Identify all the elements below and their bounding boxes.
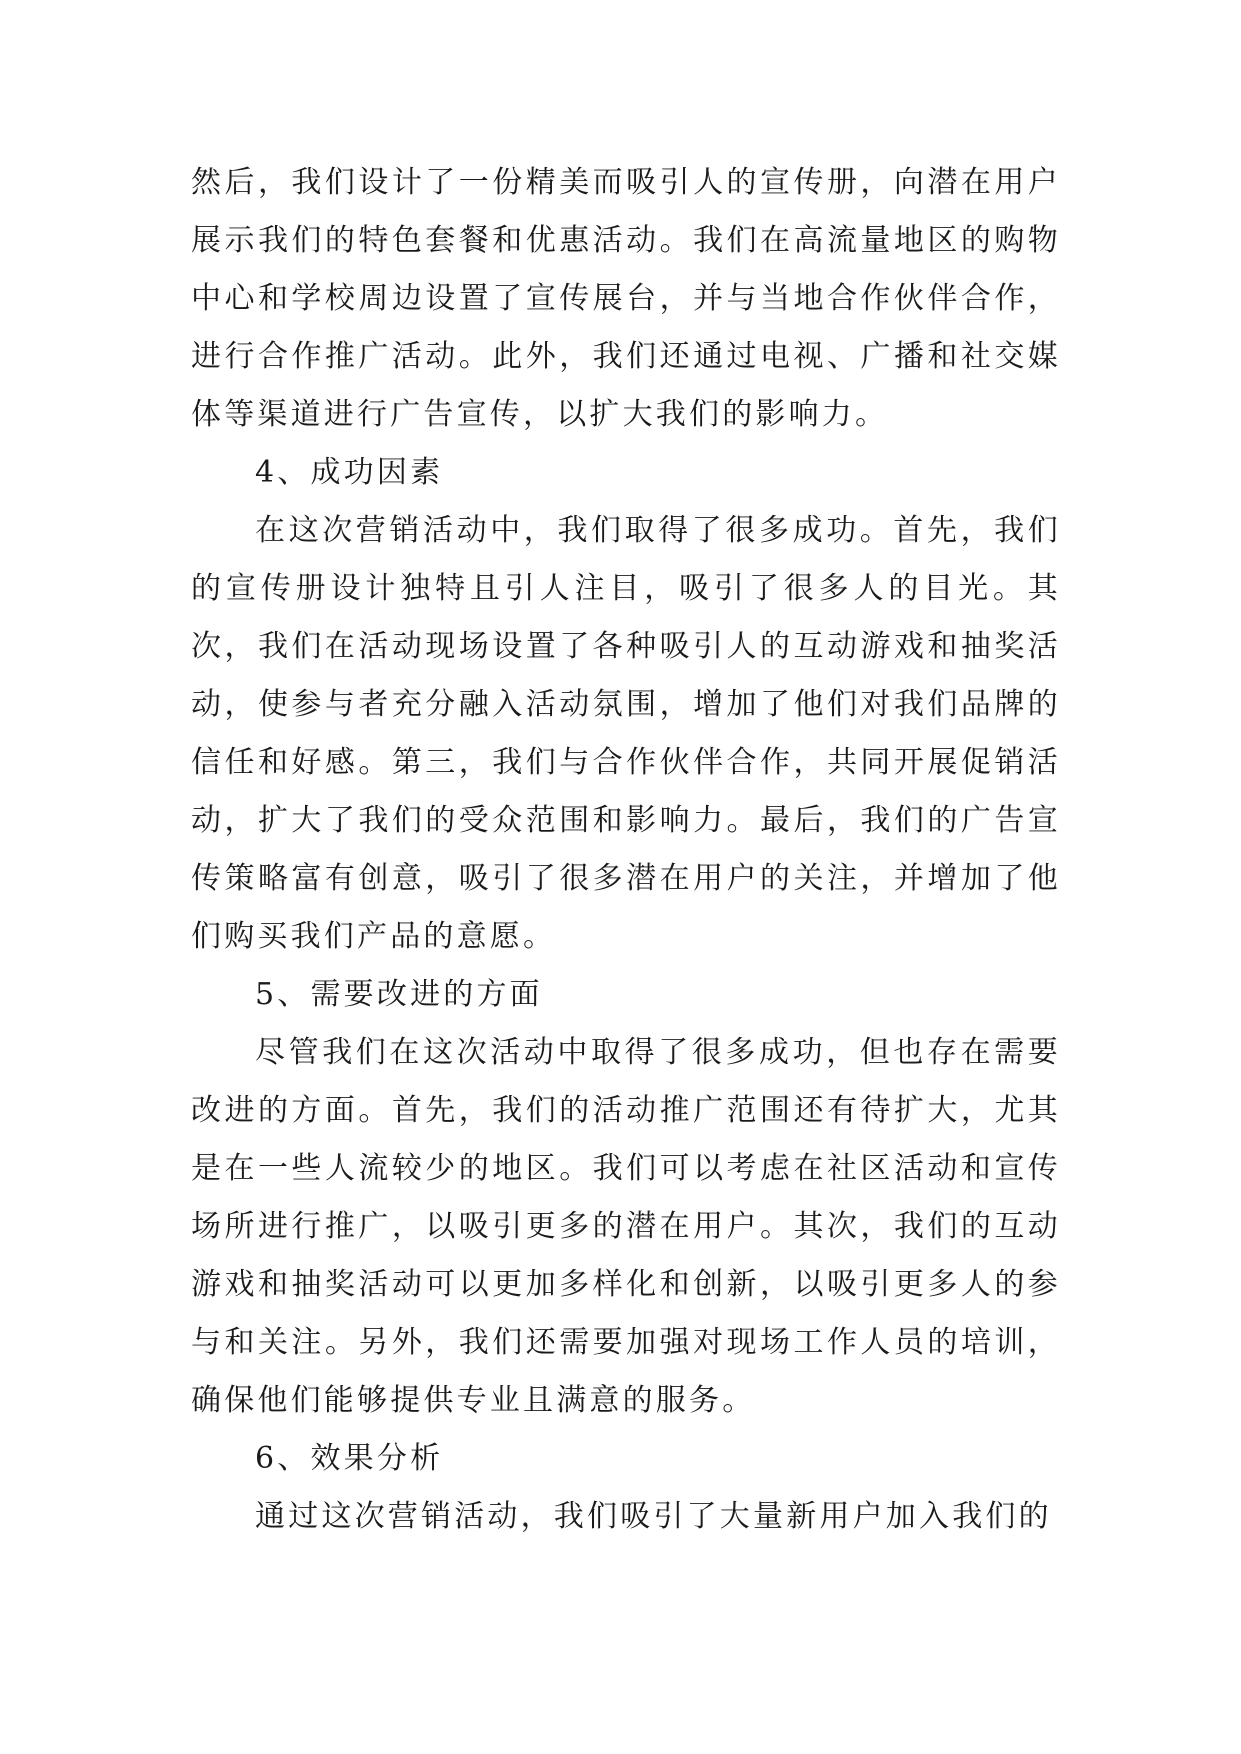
paragraph-improvements: 尽管我们在这次活动中取得了很多成功，但也存在需要改进的方面。首先，我们的活动推广范围还有待扩大，尤其是在一些人流较少的地区。我们可以考虑在社区活动和宣传场所进行推广，以吸引更多的潜在用户。其次，我们的互动游戏和抽奖活动可以更加多样化和创新，以吸引更多人的参与和关注。另外，我们还需要加强对现场工作人员的培训，确保他们能够提供专业且满意的服务。	[191, 1035, 1061, 1418]
paragraph-effect-analysis: 通过这次营销活动，我们吸引了大量新用户加入我们的	[255, 1499, 1052, 1534]
paragraph-promotion-methods: 然后，我们设计了一份精美而吸引人的宣传册，向潜在用户展示我们的特色套餐和优惠活动。我们在高流量地区的购物中心和学校周边设置了宣传展台，并与当地合作伙伴合作，进行合作推广活动。此外，我们还通过电视、广播和社交媒体等渠道进行广告宣传，以扩大我们的影响力。	[191, 165, 1061, 432]
section-heading-improvements: 5、需要改进的方面	[255, 977, 543, 1012]
section-heading-success-factors: 4、成功因素	[255, 455, 444, 490]
document-body	[191, 154, 1061, 1546]
paragraph-success-factors: 在这次营销活动中，我们取得了很多成功。首先，我们的宣传册设计独特且引人注目，吸引了很多人的目光。其次，我们在活动现场设置了各种吸引人的互动游戏和抽奖活动，使参与者充分融入活动氛围，增加了他们对我们品牌的信任和好感。第三，我们与合作伙伴合作，共同开展促销活动，扩大了我们的受众范围和影响力。最后，我们的广告宣传策略富有创意，吸引了很多潜在用户的关注，并增加了他们购买我们产品的意愿。	[191, 513, 1061, 954]
section-heading-effect-analysis: 6、效果分析	[255, 1441, 444, 1476]
